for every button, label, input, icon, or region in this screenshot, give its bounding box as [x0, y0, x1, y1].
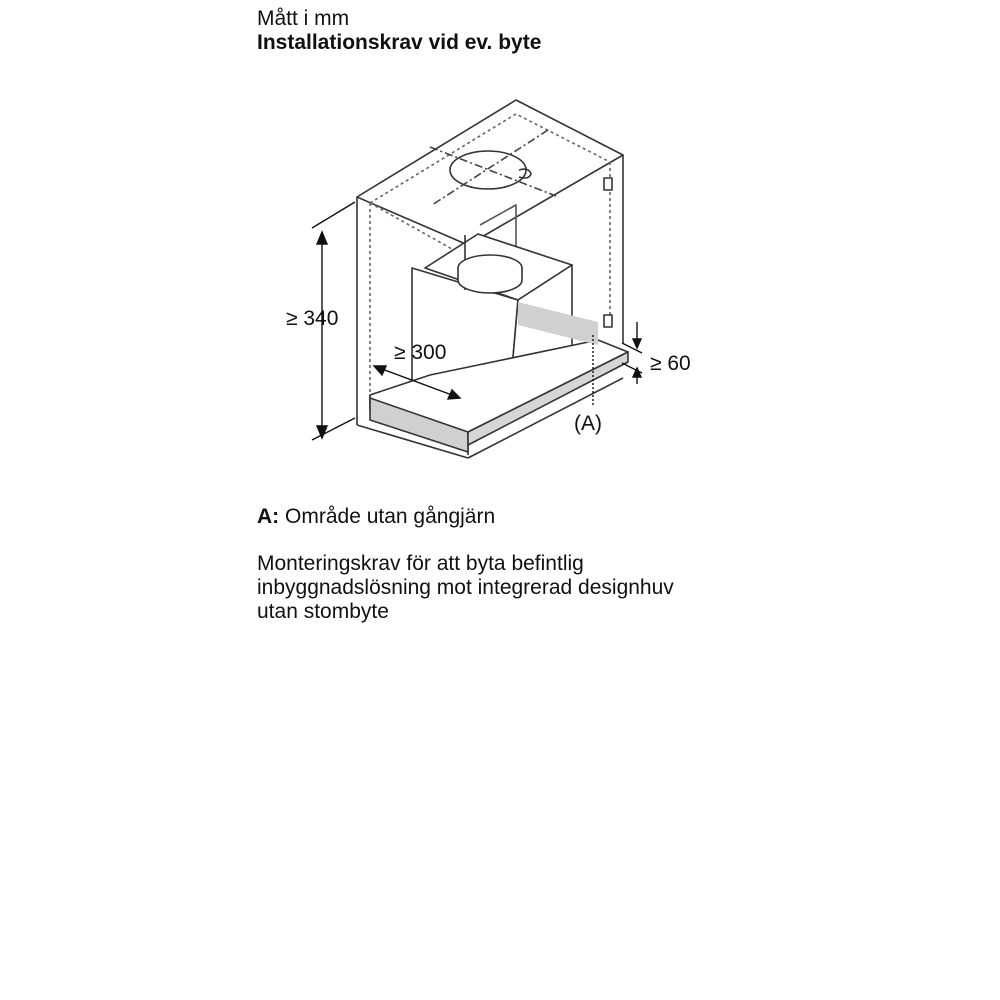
- depth-dimension-label: ≥ 300: [394, 341, 447, 364]
- description-line-2: inbyggnadslösning mot integrerad designhuv: [257, 576, 674, 599]
- legend-entry: [257, 505, 495, 529]
- description-line-3: utan stombyte: [257, 600, 389, 623]
- duct-opening-ellipse: [450, 151, 526, 189]
- page-title: Installationskrav vid ev. byte: [257, 31, 542, 54]
- height-dimension-label: ≥ 340: [286, 307, 339, 330]
- legend-text: Område utan gångjärn: [285, 505, 496, 528]
- area-marker-label: (A): [574, 412, 602, 435]
- description-line-1: Monteringskrav för att byta befintlig: [257, 552, 584, 575]
- units-label: Mått i mm: [257, 7, 350, 30]
- legend-key: A:: [257, 505, 280, 528]
- offset-dimension-label: ≥ 60: [650, 352, 691, 375]
